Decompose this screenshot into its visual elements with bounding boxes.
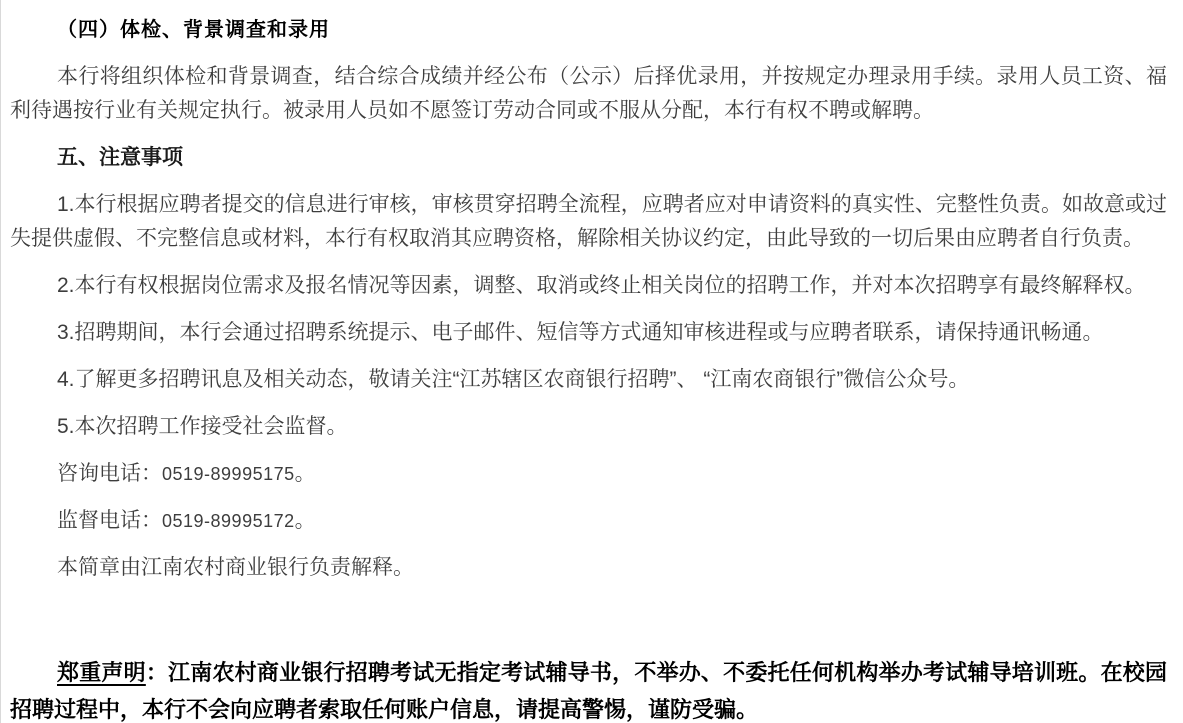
section4-paragraph: 本行将组织体检和背景调查，结合综合成绩并经公布（公示）后择优录用，并按规定办理录用手续。录用人员工资、福利待遇按行业有关规定执行。被录用人员如不愿签订劳动合同或不服从分配，本行有权不聘或解聘。: [10, 65, 1167, 122]
declaration-label: 郑重声明: [57, 660, 146, 685]
supervise-phone-number: 0519-89995172: [162, 511, 295, 531]
consult-phone-period: 。: [294, 462, 316, 485]
interpretation-line: 本简章由江南农村商业银行负责解释。: [57, 556, 414, 579]
supervise-phone-period: 。: [294, 509, 316, 532]
note-item-4: 4.了解更多招聘讯息及相关动态，敬请关注“江苏辖区农商银行招聘”、 “江南农商银行”微信公众号。: [57, 368, 970, 391]
supervise-phone-label: 监督电话：: [57, 509, 162, 532]
supervise-phone-line: [10, 504, 1167, 538]
consult-phone-line: [10, 457, 1167, 491]
declaration-text: 江南农村商业银行招聘考试无指定考试辅导书，不举办、不委托任何机构举办考试辅导培训班。在校园招聘过程中，本行不会向应聘者索取任何账户信息，请提高警惕，谨防受骗。: [10, 660, 1167, 722]
declaration-colon: ：: [145, 660, 169, 685]
note-item-2: 2.本行有权根据岗位需求及报名情况等因素，调整、取消或终止相关岗位的招聘工作，并对本次招聘享有最终解释权。: [57, 274, 1146, 297]
note-item-5: 5.本次招聘工作接受社会监督。: [57, 415, 348, 438]
consult-phone-number: 0519-89995175: [162, 464, 295, 484]
consult-phone-label: 咨询电话：: [57, 462, 162, 485]
note-item-3: 3.招聘期间，本行会通过招聘系统提示、电子邮件、短信等方式通知审核进程或与应聘者联系，请保持通讯畅通。: [57, 321, 1104, 344]
note-item-1: 1.本行根据应聘者提交的信息进行审核，审核贯穿招聘全流程，应聘者应对申请资料的真实性、完整性负责。如故意或过失提供虚假、不完整信息或材料，本行有权取消其应聘资格，解除相关协议约定，由此导致的一切后果由应聘者自行负责。: [10, 193, 1167, 250]
section5-heading: 五、注意事项: [57, 146, 183, 169]
declaration-paragraph: [10, 654, 1167, 723]
section4-heading: （四）体检、背景调查和录用: [57, 19, 330, 41]
